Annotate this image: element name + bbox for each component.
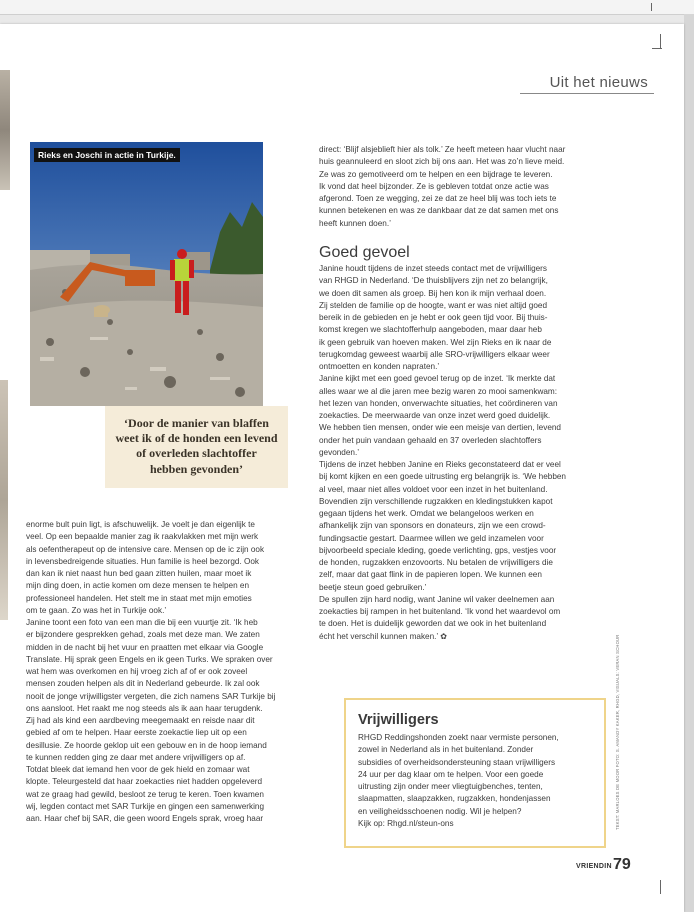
text-line: de honden, rugzakken enzovoorts. Nu betalen de vrijwilligers die xyxy=(319,558,553,567)
text-line: subsidies of overheidsondersteuning staan vrijwilligers xyxy=(358,757,556,767)
previous-page-photo-strip xyxy=(0,380,8,620)
text-line: desillusie. Ze hoorde geklop uit een gebouw en in de hoop iemand xyxy=(26,740,267,750)
text-line: direct: ‘Blijf alsjeblieft hier als tolk.’ Ze heeft meteen haar vlucht naar xyxy=(319,145,566,154)
text-line: dan kan ik niet naast hun bed gaan zitten huilen, maar moet ik xyxy=(26,569,252,578)
text-line: ontmoetten en konden napraten.’ xyxy=(319,362,440,371)
infobox-link[interactable]: Kijk op: Rhgd.nl/steun-ons xyxy=(358,818,454,828)
text-line: veel. Op een bepaalde manier zag ik raakvlakken met mijn werk xyxy=(26,532,259,542)
text-line: Janine kijkt met een goed gevoel terug op de inzet. ‘Ik merkte dat xyxy=(319,374,556,384)
text-line: zoekacties bij rampen in het buitenland. ‘Ik vond het waardevol om xyxy=(319,607,561,616)
text-line: mijn ding doen, in actie komen om deze mensen te helpen en xyxy=(26,581,250,591)
text-line: heeft kunnen doen.’ xyxy=(319,218,391,228)
photo-caption: Rieks en Joschi in actie in Turkije. xyxy=(34,148,180,162)
text-line: terugkomdag geweest waarbij alle SRO-vrijwilligers elkaar weer xyxy=(319,349,550,359)
text-line: en veiligheidsschoenen nodig. Wil je helpen? xyxy=(358,806,522,816)
previous-page-photo-strip xyxy=(0,70,10,190)
pull-quote-line: of overleden slachtoffer xyxy=(136,446,257,461)
text-line: mensen zouden helpen als dit in Nederland gebeurde. Ik zal ook xyxy=(26,679,260,689)
text-line: wat ze graag had gewild, besloot ze terug te keren. Toen kwamen xyxy=(26,789,264,799)
rescue-photo xyxy=(30,142,263,406)
text-line: Ze was zo gemotiveerd om te helpen en een bijdrage te leveren. xyxy=(319,169,553,179)
crop-mark xyxy=(652,48,662,49)
pull-quote-text xyxy=(105,416,288,477)
text-line: kunnen betekenen en was ze dankbaar dat ze dat samen met ons xyxy=(319,206,559,216)
pull-quote-line: hebben gevonden’ xyxy=(149,461,244,476)
text-line: ik geen gebruik van hoeven maken. Wel zijn Rieks en ik naar de xyxy=(319,337,552,347)
text-line: we doen dit samen als groep. Bij hen kon ik mijn verhaal doen. xyxy=(319,288,547,298)
text-line: Zij had als kind een aardbeving meegemaakt en reisde naar dit xyxy=(26,716,255,725)
text-line: uitrusting zijn onder meer vliegtuigbenches, tenten, xyxy=(358,782,543,791)
text-line: midden in de nacht bij het vuur en praatten met elkaar via Google xyxy=(26,642,264,652)
text-line: bijvoorbeeld speciale kleding, goede verlichting, gps, vestjes voor xyxy=(319,545,557,555)
infobox-text xyxy=(358,732,559,830)
text-line: van RHGD in Nederland. ‘De thuisblijvers zijn net zo belangrijk, xyxy=(319,276,548,286)
text-line: nooit de jonge vrijwilligster vergeten, die zich namens SAR Turkije bij xyxy=(26,691,276,701)
text-line: enorme bult puin ligt, is afschuwelijk. Je voelt je dan eigenlijk te xyxy=(26,520,255,529)
next-page-edge xyxy=(684,14,694,912)
pull-quote-line: ‘Door de manier van blaffen xyxy=(124,416,269,430)
text-line: ons aansloot. Het raakt me nog steeds als ik aan haar terugdenk. xyxy=(26,703,263,713)
text-line: om te gaan. Zo was het in Turkije ook.’ xyxy=(26,605,167,615)
text-line: Translate. Hij sprak geen Engels en ik geen Turks. We spraken over xyxy=(26,654,273,664)
text-line: aan. Haar chef bij SAR, die geen woord Engels sprak, vroeg haar xyxy=(26,814,264,823)
crop-mark xyxy=(660,34,661,48)
text-line: RHGD Reddingshonden zoekt naar vermiste personen, xyxy=(358,733,559,742)
text-line: komst kregen we slachtofferhulp aangeboden, maar daar heb xyxy=(319,325,542,335)
text-line: bij komt kijken en een goede uitrusting erg belangrijk is. ‘We hebben xyxy=(319,472,566,482)
text-line: bereik in de gebieden en je hebt er ook geen tijd voor. Bij thuis- xyxy=(319,313,548,322)
pull-quote-line: weet ik of de honden een levend xyxy=(115,431,278,446)
section-label: Uit het nieuws xyxy=(549,74,648,91)
text-line: beetje steun goed gebruiken.’ xyxy=(319,582,427,592)
photo-credit xyxy=(615,634,625,830)
text-line: écht het verschil kunnen maken.’ ✿ xyxy=(319,631,448,641)
text-line: Bovendien zijn verschillende rugzakken en kledingstukken kapot xyxy=(319,496,553,506)
text-line: afgerond. Toen ze wegging, zei ze dat ze heel blij was toch iets te xyxy=(319,194,557,203)
text-line: 24 uur per dag klaar om te helpen. Voor een goede xyxy=(358,769,544,779)
text-line: afhankelijk zijn van sponsors en donateurs, zijn we een crowd- xyxy=(319,521,546,531)
text-line: gegaan tijdens het werk. Omdat we belangeloos werken en xyxy=(319,509,534,518)
crop-mark xyxy=(651,3,652,11)
infobox-title: Vrijwilligers xyxy=(358,712,439,728)
photo-credit-text: TEKST: MARLOES DE MOOR FOTO: S. AMANDY KAKER, RHGD, VISUALS: VERAN SCHOUR xyxy=(615,634,620,830)
text-line: fundingsactie gestart. Daarmee willen we geld inzamelen voor xyxy=(319,533,544,543)
article-text-right-main xyxy=(319,263,566,643)
text-line: professioneel handelen. Het stelt me in staat met mijn emoties xyxy=(26,593,252,603)
rubble-scene-image xyxy=(30,142,263,406)
text-line: er bijzondere gesprekken gehad, zoals met deze man. We zaten xyxy=(26,630,260,640)
text-line: Janine houdt tijdens de inzet steeds contact met de vrijwilligers xyxy=(319,264,548,273)
text-line: het lezen van honden, onverwachte situaties, het coördineren van xyxy=(319,398,558,408)
text-line: slaapmatten, slaapzakken, rugzakken, hondenjassen xyxy=(358,794,551,804)
text-line: Ik vond dat heel bijzonder. Ze is gebleven totdat onze actie was xyxy=(319,181,549,191)
text-line: We hebben tien mensen, onder wie een meisje van dertien, levend xyxy=(319,423,561,433)
magazine-name: VRIENDIN xyxy=(576,863,612,870)
article-text-left xyxy=(26,519,275,825)
text-line: gebied af om te helpen. Haar eerste zoekactie liep uit op een xyxy=(26,728,247,738)
text-line: huis geannuleerd en sloot zich bij ons aan. Het was zo’n lieve meid. xyxy=(319,157,565,167)
text-line: zowel in Nederland als in het buitenland. Zonder xyxy=(358,745,534,755)
text-line: Totdat bleek dat iemand hen voor de gek hield en zomaar wat xyxy=(26,765,250,774)
text-line: te doen. Het is duidelijk geworden dat we ook in het buitenland xyxy=(319,619,547,629)
text-line: De spullen zijn hard nodig, want Janine wil vaker deelnemen aan xyxy=(319,594,555,604)
text-line: in levensbedreigende situaties. Hun familie is heel bezorgd. Ook xyxy=(26,556,260,566)
volunteers-infobox xyxy=(344,698,606,848)
subheading-goed-gevoel: Goed gevoel xyxy=(319,244,410,261)
text-line: onder het puin vandaan gehaald en 37 overleden slachtoffers xyxy=(319,435,542,445)
text-line: Zij stelden de familie op de hoogte, want er was niet altijd goed xyxy=(319,300,548,310)
page-number: 79 xyxy=(613,856,631,873)
text-line: als oefentherapeut op de intensive care. Mensen op de ic zijn ook xyxy=(26,544,265,554)
article-text-right-top xyxy=(319,144,565,230)
pull-quote xyxy=(105,406,288,488)
text-line: zoekacties. De meerwaarde van onze inzet werd goed duidelijk. xyxy=(319,411,551,420)
section-rule xyxy=(520,93,654,94)
text-line: klopte. Teleurgesteld dat haar zoekacties niet hadden opgeleverd xyxy=(26,777,263,787)
browser-top-band xyxy=(0,0,694,15)
crop-mark xyxy=(660,880,661,894)
text-line: zelf, maar dat gaat flink in de papieren lopen. We kunnen een xyxy=(319,570,542,580)
text-line: al veel, maar niet alles voldoet voor een inzet in het buitenland. xyxy=(319,484,548,494)
text-line: alles waar we al die jaren mee bezig waren zo mooi samenkwam: xyxy=(319,386,558,396)
text-line: wij, legden contact met SAR Turkije en gingen een samenwerking xyxy=(26,801,265,811)
text-line: Tijdens de inzet hebben Janine en Rieks geconstateerd dat er veel xyxy=(319,460,561,469)
text-line: Janine toont een foto van een man die bij een vuurtje zit. ‘Ik heb xyxy=(26,618,258,627)
text-line: gevonden.’ xyxy=(319,447,360,457)
text-line: wat hem was overkomen en hij vroeg zich af of er ook zoveel xyxy=(26,667,248,676)
text-line: te kunnen redden ging ze daar met andere vrijwilligers op af. xyxy=(26,752,246,762)
